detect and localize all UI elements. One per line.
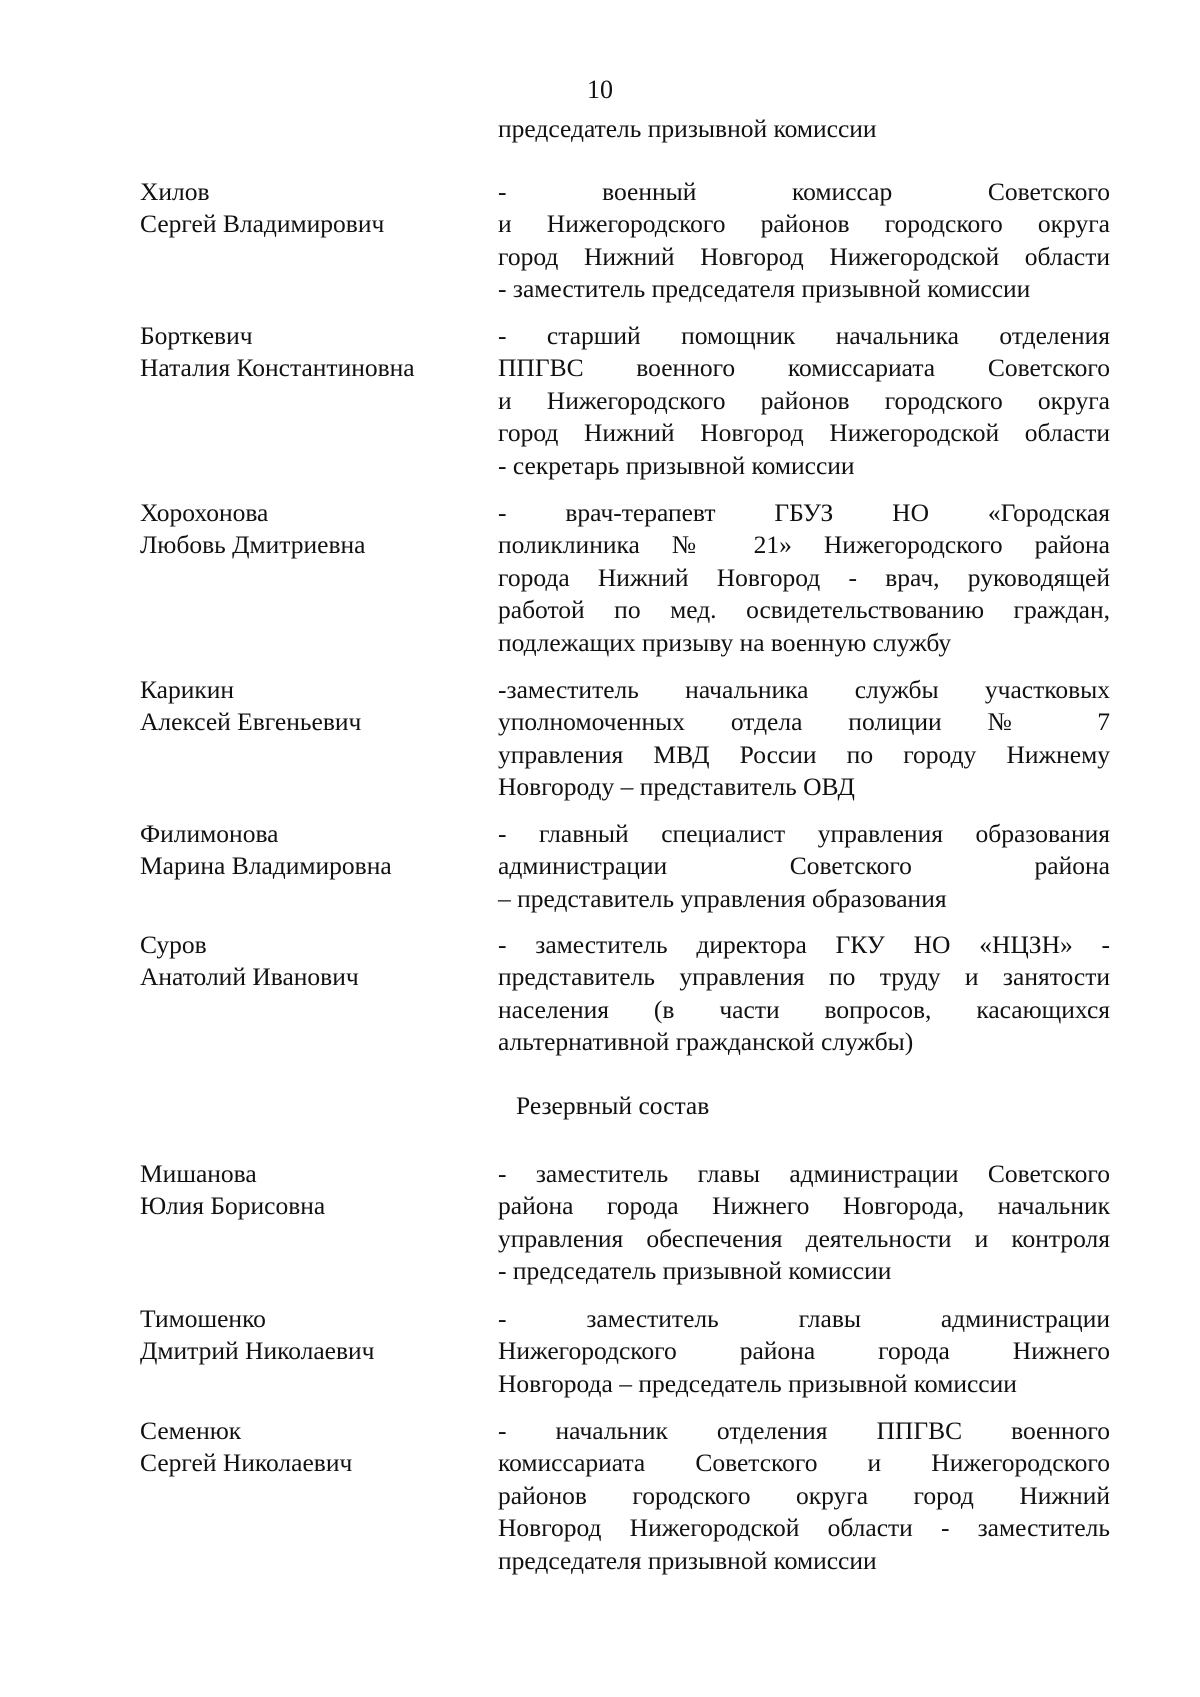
member-name — [140, 1303, 480, 1368]
role-line: комиссариата Советского и Нижегородского — [498, 1448, 1110, 1478]
surname: Семенюк — [140, 1416, 242, 1445]
role-line: - секретарь призывной комиссии — [498, 450, 855, 480]
role-line: Нижегородского района города Нижнего — [498, 1336, 1110, 1366]
member-name — [140, 320, 480, 385]
given-name: Наталия Константиновна — [140, 353, 415, 383]
role-line: и Нижегородского районов городского округа — [498, 385, 1110, 415]
member-role — [498, 674, 1110, 804]
given-name: Сергей Владимирович — [140, 209, 385, 239]
role-line: района города Нижнего Новгорода, начальник — [498, 1191, 1110, 1221]
role-line: - заместитель главы администрации Советского — [498, 1159, 1110, 1188]
role-line: управления МВД России по городу Нижнему — [498, 739, 1110, 769]
role-line: и Нижегородского районов городского округа — [498, 209, 1110, 239]
given-name: Юлия Борисовна — [140, 1191, 326, 1221]
role-line: управления обеспечения деятельности и контроля — [498, 1223, 1110, 1253]
member-name — [140, 1415, 480, 1480]
role-line: - заместитель главы администрации — [498, 1304, 1110, 1333]
role-line: районов городского округа город Нижний — [498, 1480, 1110, 1510]
given-name: Анатолий Иванович — [140, 962, 359, 992]
role-line: город Нижний Новгород Нижегородской области — [498, 418, 1110, 448]
surname: Хилов — [140, 177, 210, 206]
reserve-section-title: Резервный состав — [516, 1091, 710, 1120]
role-line: - старший помощник начальника отделения — [498, 321, 1110, 350]
page-number: 10 — [587, 75, 613, 104]
role-line: работой по мед. освидетельствованию граждан, — [498, 595, 1110, 625]
role-line: - врач-терапевт ГБУЗ НО «Городская — [498, 498, 1110, 527]
role-line: Новгорода – председатель призывной комиссии — [498, 1368, 1017, 1398]
member-role — [498, 1415, 1110, 1577]
member-name — [140, 674, 480, 739]
role-line: председателя призывной комиссии — [498, 1545, 877, 1575]
role-line: ППГВС военного комиссариата Советского — [498, 353, 1110, 383]
role-line: Новгороду – представитель ОВД — [498, 772, 855, 802]
member-name — [140, 929, 480, 994]
member-name — [140, 497, 480, 562]
member-name — [140, 818, 480, 883]
role-line: администрации Советского района — [498, 851, 1110, 881]
role-line: - председатель призывной комиссии — [498, 1256, 892, 1286]
member-role — [498, 497, 1110, 659]
role-line: поликлиника № 21» Нижегородского района — [498, 530, 1110, 560]
surname: Мишанова — [140, 1159, 257, 1188]
role-line: – представитель управления образования — [498, 883, 947, 913]
member-role — [498, 320, 1110, 482]
member-role — [498, 818, 1110, 915]
member-name — [140, 1158, 480, 1223]
role-line: - заместитель председателя призывной комиссии — [498, 274, 1031, 304]
role-line: Новгород Нижегородской области - заместитель — [498, 1513, 1110, 1543]
role-line: населения (в части вопросов, касающихся — [498, 994, 1110, 1024]
surname: Борткевич — [140, 321, 253, 350]
role-line: - главный специалист управления образования — [498, 819, 1110, 848]
continuation-line: председатель призывной комиссии — [498, 114, 877, 143]
surname: Филимонова — [140, 819, 279, 848]
member-name — [140, 176, 480, 241]
member-role — [498, 929, 1110, 1059]
role-line: города Нижний Новгород - врач, руководящей — [498, 562, 1110, 592]
role-line: представитель управления по труду и занятости — [498, 962, 1110, 992]
member-role — [498, 1158, 1110, 1288]
surname: Карикин — [140, 675, 235, 704]
given-name: Алексей Евгеньевич — [140, 707, 362, 737]
given-name: Марина Владимировна — [140, 851, 392, 881]
given-name: Сергей Николаевич — [140, 1448, 353, 1478]
given-name: Дмитрий Николаевич — [140, 1336, 375, 1366]
member-role — [498, 1303, 1110, 1400]
surname: Тимошенко — [140, 1304, 266, 1333]
role-line: - заместитель директора ГКУ НО «НЦЗН» - — [498, 930, 1110, 959]
role-line: альтернативной гражданской службы) — [498, 1027, 914, 1057]
role-line: уполномоченных отдела полиции № 7 — [498, 707, 1110, 737]
role-line: подлежащих призыву на военную службу — [498, 627, 952, 657]
role-line: - начальник отделения ППГВС военного — [498, 1416, 1110, 1445]
role-line: - военный комиссар Советского — [498, 177, 1110, 206]
role-line: -заместитель начальника службы участковых — [498, 675, 1110, 704]
role-line: город Нижний Новгород Нижегородской области — [498, 241, 1110, 271]
surname: Хорохонова — [140, 498, 269, 527]
given-name: Любовь Дмитриевна — [140, 530, 366, 560]
member-role — [498, 176, 1110, 306]
surname: Суров — [140, 930, 207, 959]
